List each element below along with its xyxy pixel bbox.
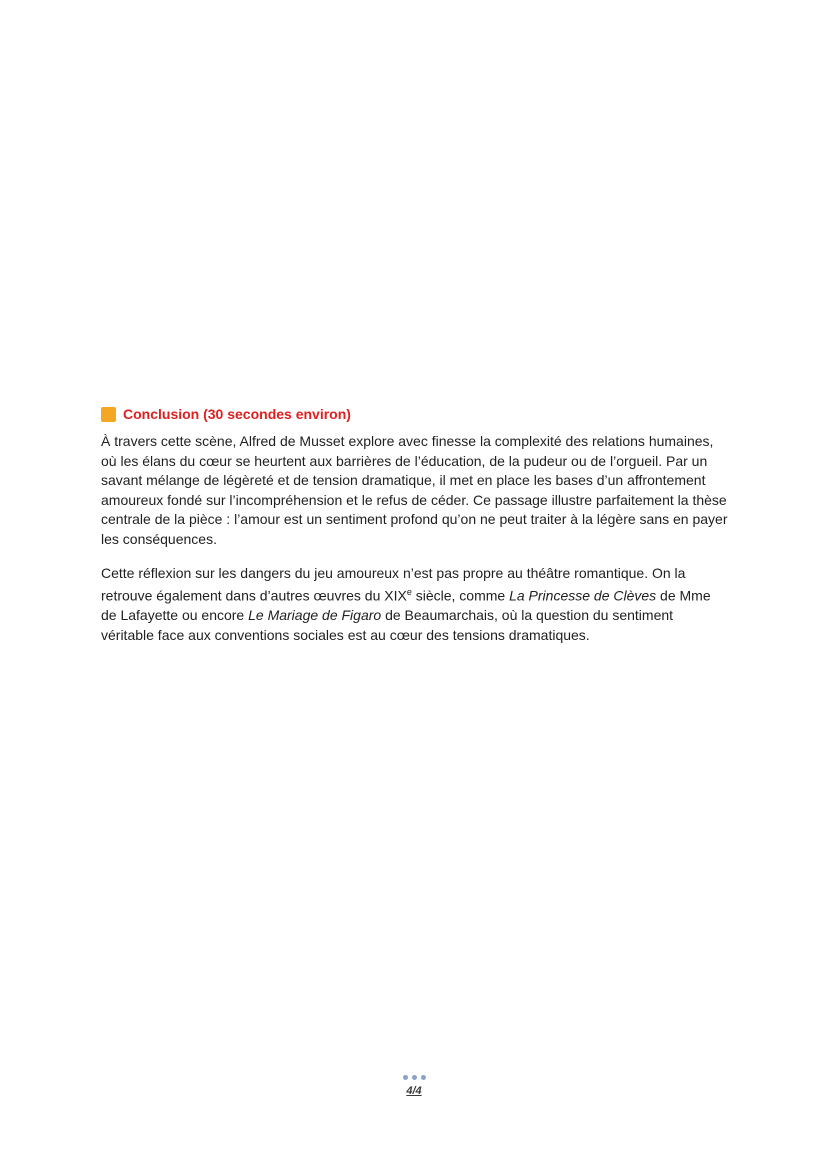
section-heading <box>101 406 729 422</box>
page-number: 4/4 <box>406 1085 422 1097</box>
section-title: Conclusion (30 secondes environ) <box>123 406 351 422</box>
paragraph-1: À travers cette scène, Alfred de Musset explore avec finesse la complexité des relations humaines, où les élans du cœur se heurtent aux barrières de l’éducation, de la pudeur ou de l’orgueil. Par un savant mélange de légèreté et de tension dramatique, il met en place les bases d’un affrontement amoureux fondé sur l’incompréhension et le refus de céder. Ce passage illustre parfaitement la thèse centrale de la pièce : l’amour est un sentiment profond qu’on ne peut traiter à la légère sans en payer les conséquences. <box>101 433 728 547</box>
dot <box>403 1075 408 1080</box>
paragraph-2-text-1: Cette réflexion sur les dangers du jeu amoureux n’est pas propre au théâtre romantique. On la retrouve également dans d’autres œuvres du XIX <box>101 564 686 604</box>
page-footer <box>0 1075 828 1099</box>
conclusion-section <box>101 406 729 660</box>
work-title-figaro: Le Mariage de Figaro <box>248 607 382 624</box>
dot <box>421 1075 426 1080</box>
century-superscript: e <box>406 587 412 598</box>
dot <box>412 1075 417 1080</box>
paragraph-2 <box>101 564 729 646</box>
paragraph-2-text-2: siècle, comme <box>411 587 510 604</box>
orange-square-icon <box>101 407 116 422</box>
paragraph-2-text-4: de Beaumarchais, où la question du sentiment véritable face aux conventions sociales est au cœur des tensions dramatiques. <box>101 607 674 643</box>
paragraph-2-text-3: de Mme de Lafayette ou encore <box>101 587 711 624</box>
work-title-princesse: La Princesse de Clèves <box>509 587 657 604</box>
ellipsis-dots-icon <box>0 1075 828 1080</box>
